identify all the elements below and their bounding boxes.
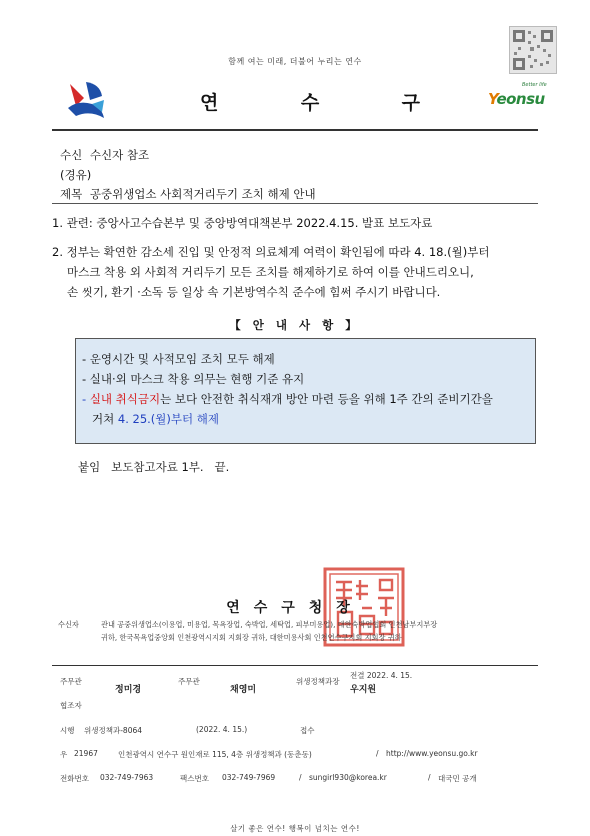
recipient-line: [60, 147, 149, 163]
notice-line-3: [82, 389, 529, 409]
notice-line-2: - 실내·외 마스크 착용 의무는 현행 기준 유지: [82, 372, 305, 386]
subject-divider: [52, 203, 538, 204]
email-link[interactable]: sungirl930@korea.kr: [309, 773, 387, 782]
cooperator-label: 협조자: [60, 701, 82, 710]
slogan: 함께 여는 미래, 더불어 누리는 연수: [228, 57, 362, 66]
reviewer-name: 채영미: [230, 685, 257, 695]
body-item-2-line-2: 마스크 착용 외 사회적 거리두기 모든 조치를 해제하기로 하여 이를 안내드리오니,: [67, 265, 474, 279]
website-link[interactable]: http://www.yeonsu.go.kr: [386, 749, 478, 758]
notice-line-4-highlight: 4. 25.(월)부터 해제: [117, 412, 219, 426]
notice-line-4: [82, 409, 529, 429]
body-item-2-line-1: 2. 정부는 확연한 감소세 진입 및 안정적 의료체계 여력이 확인됨에 따라 4. 18.(월)부터: [52, 245, 490, 259]
header-divider: [52, 129, 538, 131]
page-title: [200, 88, 420, 115]
subject-line: [60, 186, 316, 202]
body-item-2-line-3: 손 씻기, 환기 ·소독 등 일상 속 기본방역수칙 준수에 힘써 주시기 바랍니다.: [67, 285, 441, 299]
zip-value: 21967: [74, 749, 98, 758]
brand-logo-rest: eonsu: [496, 90, 545, 108]
email-separator: /: [299, 773, 302, 782]
address-text: 인천광역시 연수구 원인재로 115, 4층 위생정책과 (동춘동): [118, 750, 312, 759]
disclosure-separator: /: [428, 773, 431, 782]
notice-line-4-pre: 거쳐: [92, 412, 118, 426]
subject-value: 공중위생업소 사회적거리두기 조치 해제 안내: [89, 187, 316, 201]
phone-value: 032-749-7963: [100, 773, 154, 782]
disclosure-text: 대국민 공개: [438, 774, 477, 783]
phone-label: 전화번호: [60, 774, 89, 783]
notice-box: [75, 338, 536, 444]
zip-label: 우: [60, 750, 68, 759]
bottom-slogan: 살기 좋은 연수! 행복이 넘치는 연수!: [230, 824, 360, 833]
attachment-line: 붙임 보도참고자료 1부. 끝.: [78, 460, 230, 474]
approver-label: 위생정책과장: [296, 677, 340, 686]
approval-date: 전결 2022. 4. 15.: [350, 671, 413, 680]
address-separator: /: [376, 749, 379, 758]
recipient-label: 수신: [60, 148, 83, 162]
notice-line-1: - 운영시간 및 사적모임 조치 모두 해제: [82, 352, 275, 366]
exec-label: 시행: [60, 726, 75, 735]
brand-logo-word: [488, 90, 545, 108]
brand-logo-accent: Y: [488, 90, 497, 108]
notice-line-3-dash: -: [82, 392, 90, 406]
title-char-3: 구: [401, 92, 420, 114]
notice-heading: 【 안 내 사 항 】: [229, 318, 361, 332]
exec-date: (2022. 4. 15.): [196, 725, 248, 734]
subject-label: 제목: [60, 187, 83, 201]
brand-logo-sub: Better life: [522, 82, 547, 88]
footer-divider: [52, 665, 538, 666]
drafter-name: 정미경: [115, 685, 142, 695]
exec-value: 위생정책과-8064: [84, 726, 143, 735]
body-item-1: 1. 관련: 중앙사고수습본부 및 중앙방역대책본부 2022.4.15. 발표 보도자료: [52, 216, 433, 230]
body-item-2: [52, 242, 536, 302]
recipients-text: [101, 618, 541, 644]
fax-label: 팩스번호: [180, 774, 209, 783]
recipients-label: 수신자: [58, 620, 79, 629]
drafter-label: 주무관: [60, 677, 82, 686]
recipient-value: 수신자 참조: [89, 148, 150, 162]
via-line: (경유): [60, 168, 92, 182]
fax-value: 032-749-7969: [222, 773, 276, 782]
notice-line-3-highlight: 실내 취식금지: [89, 392, 161, 406]
notice-line-3-rest: 는 보다 안전한 취식재개 방안 마련 등을 위해 1주 간의 준비기간을: [160, 392, 493, 406]
receipt-label: 접수: [300, 726, 315, 735]
qr-code-icon: [509, 26, 557, 74]
title-char-2: 수: [300, 92, 320, 114]
approver-name: 우지원: [350, 685, 377, 695]
recipients-line-2: 귀하, 한국목욕업중앙회 인천광역시지회 지회장 귀하, 대한미용사회 인천연수구지회 지회장 귀하: [101, 633, 402, 642]
sender-name: 연수구청장: [226, 600, 364, 616]
yeonsu-emblem-icon: [62, 78, 108, 122]
title-char-1: 연: [200, 92, 219, 114]
recipients-line-1: 관내 공중위생업소(이용업, 미용업, 목욕장업, 숙박업, 세탁업, 피부미용업), 대한숙박업협회 인천남부지부장: [101, 620, 438, 629]
yeonsu-brand-logo: [478, 82, 558, 112]
reviewer-label: 주무관: [178, 677, 200, 686]
